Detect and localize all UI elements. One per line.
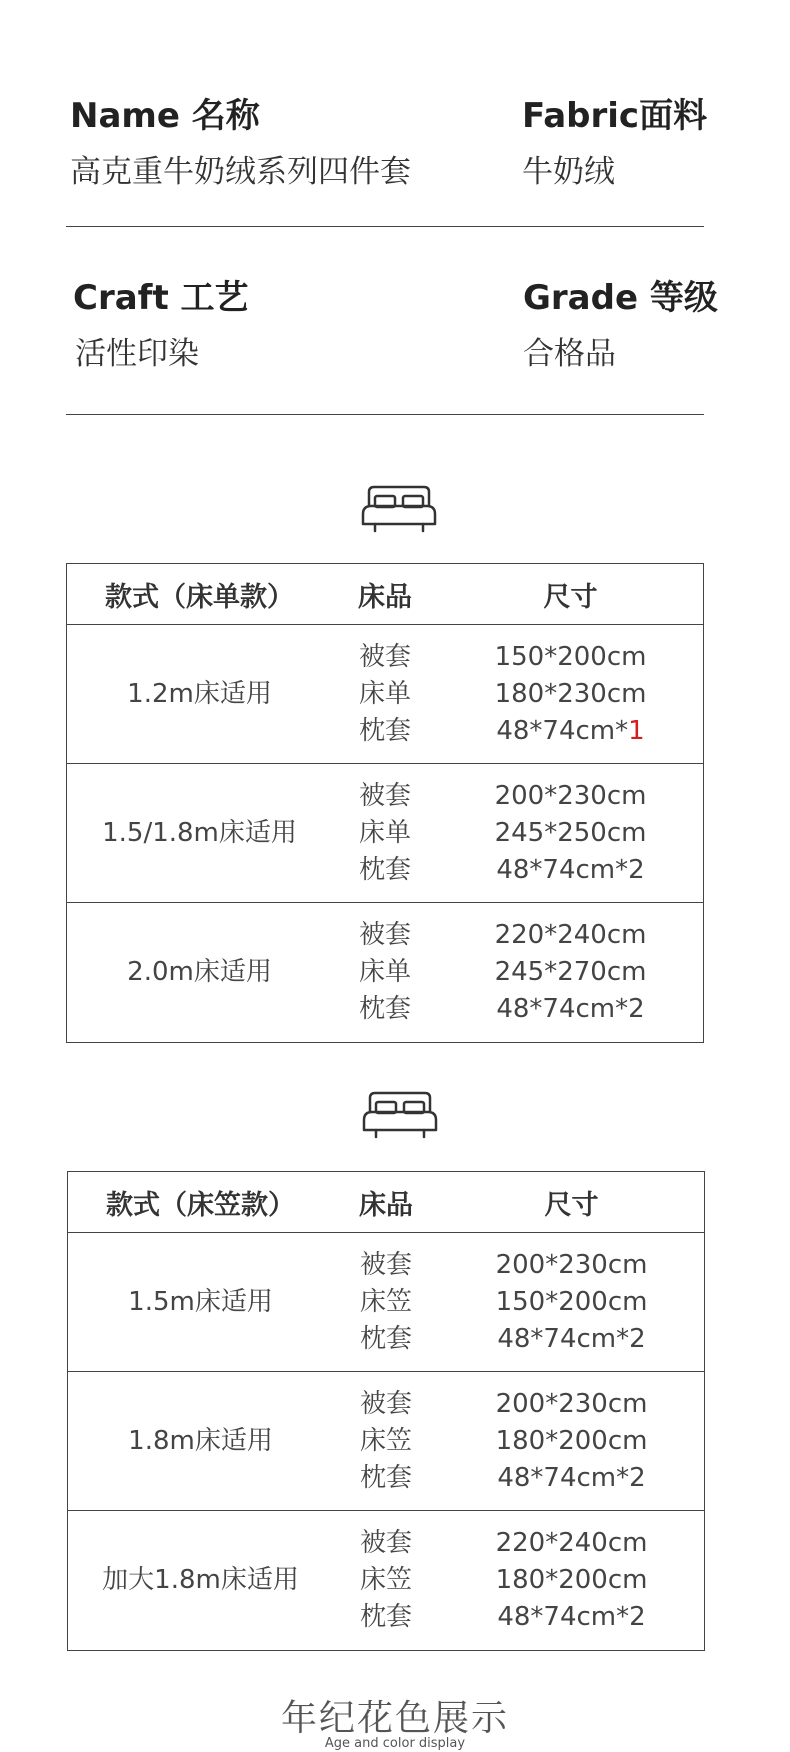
item-name: 枕套 [359, 1462, 412, 1493]
item-size: 245*270cm [494, 956, 647, 987]
name-label: Name 名称 [70, 96, 260, 136]
item-name: 被套 [358, 641, 411, 672]
item-name: 床笠 [359, 1425, 412, 1456]
grade-label: Grade 等级 [523, 278, 718, 318]
bed-size: 1.2m床适用 [127, 678, 272, 709]
name-value: 高克重牛奶绒系列四件套 [70, 154, 411, 190]
item-size: 180*200cm [495, 1425, 648, 1456]
table-row [68, 1511, 704, 1650]
size-table-fitted [67, 1171, 705, 1651]
bed-icon [360, 1090, 440, 1142]
item-size-qty: 1 [628, 715, 645, 746]
item-size-base: 48*74cm* [496, 715, 629, 746]
bed-icon [359, 484, 439, 536]
size-table-sheet [66, 563, 704, 1043]
header-size: 尺寸 [439, 1172, 704, 1233]
item-name: 被套 [359, 1249, 412, 1280]
item-size: 150*200cm [495, 1286, 648, 1317]
item-name: 床单 [358, 678, 411, 709]
fabric-value: 牛奶绒 [522, 154, 615, 190]
divider [66, 226, 704, 227]
header-item: 床品 [332, 564, 438, 625]
item-size: 200*230cm [494, 780, 647, 811]
bed-size: 2.0m床适用 [127, 956, 272, 987]
item-name: 床笠 [359, 1564, 412, 1595]
divider [66, 414, 704, 415]
item-size: 48*74cm*2 [496, 854, 645, 885]
section-subtitle: Age and color display [324, 1736, 466, 1751]
table-row [68, 1233, 704, 1372]
item-name: 枕套 [359, 1601, 412, 1632]
bed-size: 加大1.8m床适用 [102, 1564, 299, 1595]
header-style: 款式（床笠款） [68, 1172, 333, 1233]
table-row [67, 625, 703, 764]
craft-label: Craft 工艺 [73, 278, 249, 318]
item-size: 220*240cm [495, 1527, 648, 1558]
item-size: 48*74cm*2 [497, 1601, 646, 1632]
item-name: 床笠 [359, 1286, 412, 1317]
fabric-label: Fabric面料 [522, 96, 708, 136]
header-style: 款式（床单款） [67, 564, 332, 625]
item-size: 48*74cm*2 [497, 1462, 646, 1493]
grade-value: 合格品 [523, 336, 616, 372]
table-row [68, 1372, 704, 1511]
item-size: 180*200cm [495, 1564, 648, 1595]
bed-size: 1.5/1.8m床适用 [102, 817, 297, 848]
bed-size: 1.5m床适用 [128, 1286, 273, 1317]
item-size: 220*240cm [494, 919, 647, 950]
item-size: 48*74cm*2 [497, 1323, 646, 1354]
item-name: 枕套 [358, 715, 411, 746]
header-item: 床品 [333, 1172, 439, 1233]
item-name: 枕套 [359, 1323, 412, 1354]
item-size: 200*230cm [495, 1249, 648, 1280]
table-header [67, 564, 703, 625]
item-name: 枕套 [358, 854, 411, 885]
item-name: 枕套 [358, 993, 411, 1024]
item-name: 被套 [359, 1527, 412, 1558]
item-size: 150*200cm [494, 641, 647, 672]
craft-value: 活性印染 [75, 336, 199, 372]
item-name: 被套 [359, 1388, 412, 1419]
item-size: 180*230cm [494, 678, 647, 709]
item-name: 被套 [358, 780, 411, 811]
section-title: 年纪花色展示 [280, 1698, 509, 1739]
bed-size: 1.8m床适用 [128, 1425, 273, 1456]
item-size: 245*250cm [494, 817, 647, 848]
item-name: 床单 [358, 956, 411, 987]
item-name: 被套 [358, 919, 411, 950]
item-size [496, 713, 644, 750]
item-size: 200*230cm [495, 1388, 648, 1419]
table-header [68, 1172, 704, 1233]
item-size: 48*74cm*2 [496, 993, 645, 1024]
item-name: 床单 [358, 817, 411, 848]
table-row [67, 764, 703, 903]
table-row [67, 903, 703, 1042]
header-size: 尺寸 [438, 564, 703, 625]
